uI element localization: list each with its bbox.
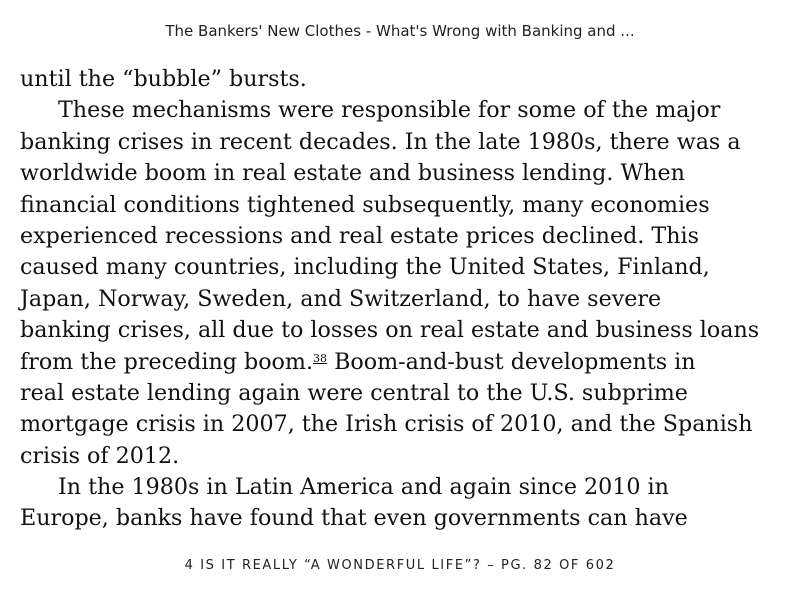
running-header-title: The Bankers' New Clothes - What's Wrong with Banking and ... [165, 22, 635, 40]
text-line: In the 1980s in Latin America and again since 2010 in [58, 474, 669, 501]
text-line: caused many countries, including the United States, Finland, [20, 254, 710, 281]
book-body-text [20, 64, 790, 535]
text-line: Japan, Norway, Sweden, and Switzerland, to have severe [20, 285, 662, 312]
text-line: These mechanisms were responsible for some of the major [58, 97, 721, 124]
text-line-with-footnote [20, 347, 790, 378]
running-footer-chapter-page: 4 IS IT REALLY “A WONDERFUL LIFE”? – PG. 82 OF 602 [184, 558, 616, 573]
text-line: until the “bubble” bursts. [20, 66, 307, 92]
text-line: worldwide boom in real estate and business lending. When [20, 160, 685, 187]
text-segment: Boom-and-bust developments in [334, 348, 696, 375]
text-line: crisis of 2012. [20, 442, 180, 469]
footnote-38-link[interactable]: 38 [313, 351, 328, 365]
text-segment: from the preceding boom. [20, 348, 314, 375]
text-line: banking crises in recent decades. In the late 1980s, there was a [20, 128, 741, 155]
text-line: financial conditions tightened subsequently, many economies [20, 191, 710, 218]
text-line: experienced recessions and real estate prices declined. This [20, 222, 699, 249]
text-line: real estate lending again were central to the U.S. subprime [20, 379, 688, 406]
text-line: Europe, banks have found that even governments can have [20, 505, 688, 532]
text-line: banking crises, all due to losses on real estate and business loans [20, 317, 760, 344]
text-line: mortgage crisis in 2007, the Irish crisis of 2010, and the Spanish [20, 411, 753, 438]
